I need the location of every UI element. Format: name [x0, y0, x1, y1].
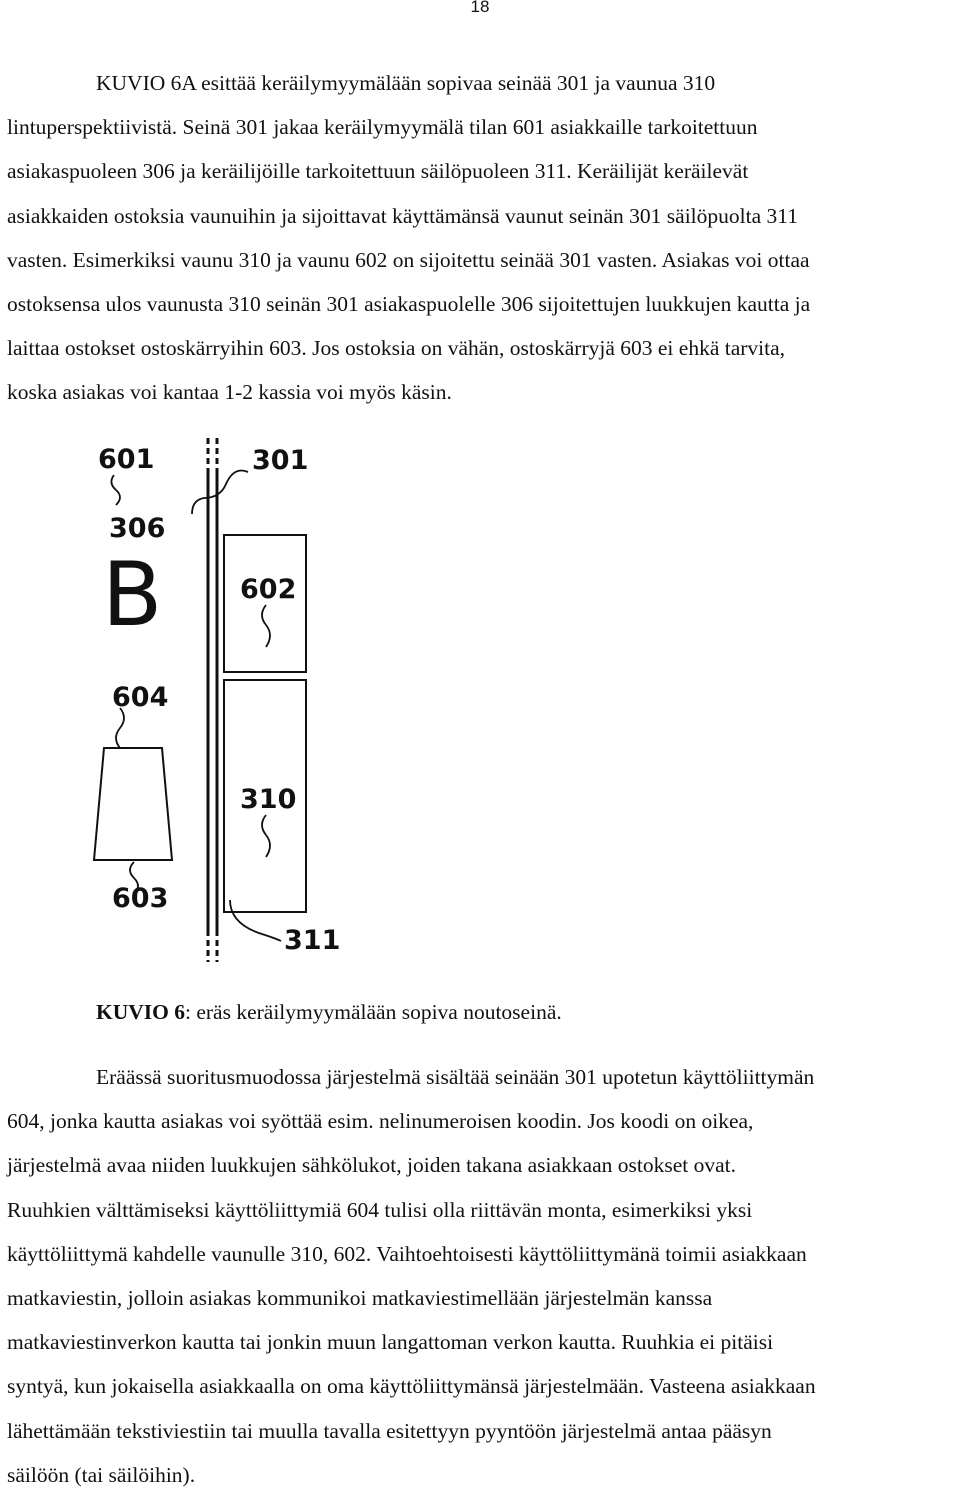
paragraph-line: vasten. Esimerkiksi vaunu 310 ja vaunu 602 on sijoitettu seinää 301 vasten. Asiakas voi ottaa: [7, 247, 810, 272]
paragraph-line: säilöön (tai säilöihin).: [7, 1462, 196, 1487]
paragraph-line: asiakaspuoleen 306 ja keräilijöille tarkoitettuun säilöpuoleen 311. Keräilijät keräilevät: [7, 159, 749, 184]
leader-301: [192, 471, 248, 515]
label-604: 604: [112, 682, 169, 713]
label-602: 602: [240, 574, 297, 605]
paragraph-line: lähettämään tekstiviestiin tai muulla tavalla esitettyyn pyyntöön järjestelmä antaa pääsyn: [7, 1418, 772, 1443]
paragraph-line: lintuperspektiivistä. Seinä 301 jakaa keräilymyymälä tilan 601 asiakkaille tarkoitettuun: [7, 115, 758, 140]
paragraph-interface: [7, 1055, 957, 1497]
label-306: 306: [109, 513, 166, 544]
page-number: 18: [470, 0, 490, 16]
caption-prefix: KUVIO 6: [96, 1000, 185, 1024]
paragraph-line: matkaviestin, jolloin asiakas kommunikoi matkaviestimellään järjestelmän kanssa: [7, 1286, 713, 1311]
paragraph-line: laittaa ostokset ostoskärryihin 603. Jos ostoksia on vähän, ostoskärryjä 603 ei ehkä tarvita,: [7, 336, 786, 361]
label-603: 603: [112, 883, 169, 914]
paragraph-line: järjestelmä avaa niiden luukkujen sähkölukot, joiden takana asiakkaan ostokset ovat.: [7, 1153, 736, 1178]
paragraph-line: asiakkaiden ostoksia vaunuihin ja sijoittavat käyttämänsä vaunut seinän 301 säilöpuolta 311: [7, 203, 798, 228]
shopping-cart-603: [94, 748, 172, 860]
figure-caption: [96, 995, 562, 1029]
paragraph-line: matkaviestinverkon kautta tai jonkin muun langattoman verkon kautta. Ruuhkia ei pitäisi: [7, 1330, 774, 1355]
paragraph-line: ostoksensa ulos vaunusta 310 seinän 301 asiakaspuolelle 306 sijoitettujen luukkujen kautta ja: [7, 292, 811, 317]
leader-310: [262, 815, 270, 857]
leader-601: [111, 475, 120, 505]
caption-text: : eräs keräilymyymälään sopiva noutoseinä.: [185, 1000, 562, 1024]
label-311: 311: [284, 925, 341, 956]
label-310: 310: [240, 784, 297, 815]
paragraph-line: 604, jonka kautta asiakas voi syöttää esim. nelinumeroisen koodin. Jos koodi on oikea,: [7, 1109, 754, 1134]
leader-604: [116, 708, 124, 748]
paragraph-line: syntyä, kun jokaisella asiakkaalla on oma käyttöliittymänsä järjestelmään. Vasteena asiakkaan: [7, 1374, 816, 1399]
wall-301: [208, 438, 217, 962]
paragraph-intro: [7, 61, 957, 415]
leader-602: [262, 605, 270, 647]
paragraph-line: KUVIO 6A esittää keräilymyymälään sopivaa seinää 301 ja vaunua 310: [96, 71, 716, 95]
paragraph-line: Eräässä suoritusmuodossa järjestelmä sisältää seinään 301 upotetun käyttöliittymän: [96, 1065, 815, 1089]
leader-311: [230, 900, 281, 941]
figure-pickup-wall: [80, 430, 360, 970]
paragraph-line: käyttöliittymä kahdelle vaunulle 310, 602. Vaihtoehtoisesti käyttöliittymänä toimii asiakkaan: [7, 1241, 807, 1266]
label-b: B: [102, 543, 163, 646]
label-301: 301: [252, 445, 309, 476]
paragraph-line: koska asiakas voi kantaa 1-2 kassia voi myös käsin.: [7, 380, 452, 405]
paragraph-line: Ruuhkien välttämiseksi käyttöliittymiä 604 tulisi olla riittävän monta, esimerkiksi yksi: [7, 1197, 753, 1222]
label-601: 601: [98, 444, 155, 475]
